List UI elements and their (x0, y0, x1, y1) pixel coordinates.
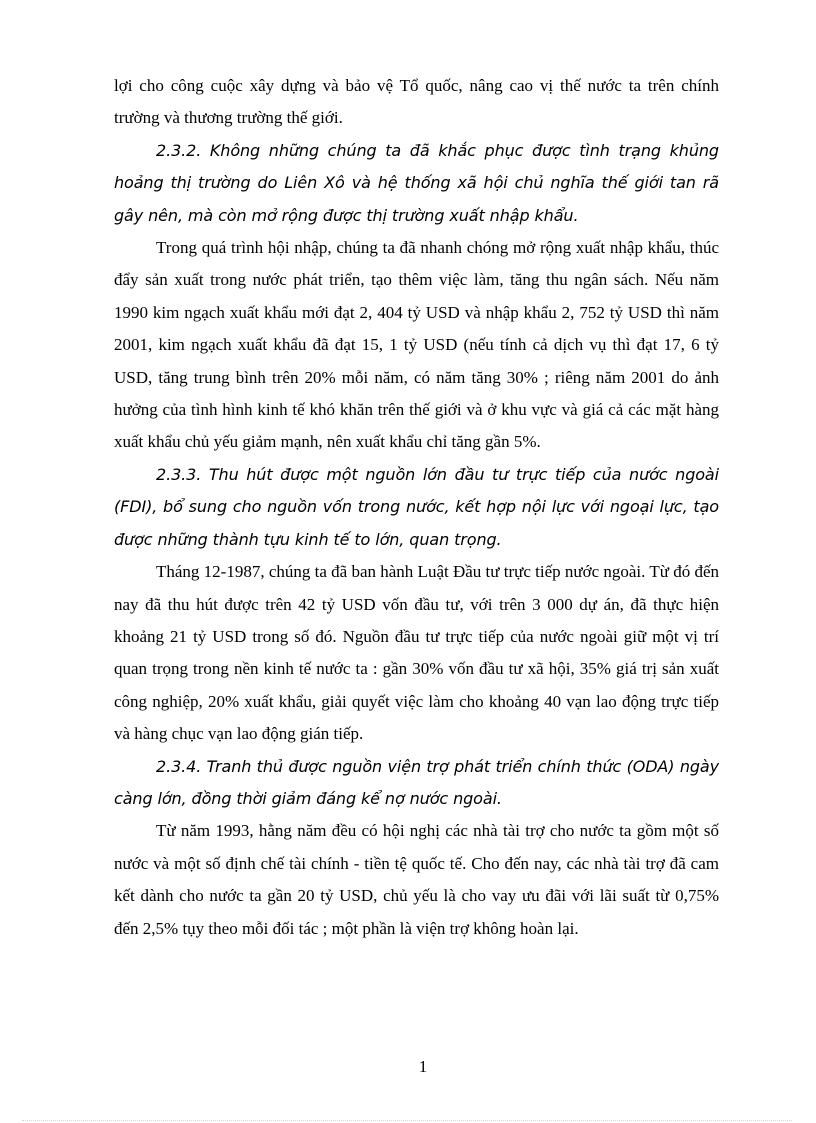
page-number: 1 (418, 1057, 428, 1076)
document-page (114, 70, 719, 945)
footer-divider (22, 1120, 792, 1121)
paragraph-oda: Từ năm 1993, hằng năm đều có hội nghị các nhà tài trợ cho nước ta gồm một số nước và một số định chế tài chính - tiền tệ quốc tế. Cho đến nay, các nhà tài trợ đã cam kết dành cho nước ta gần 20 tỷ USD, chủ yếu là cho vay ưu đãi với lãi suất từ 0,75% đến 2,5% tụy theo mỗi đối tác ; một phần là viện trợ không hoàn lại. (114, 821, 719, 938)
section-heading-2-3-2: 2.3.2. Không những chúng ta đã khắc phục được tình trạng khủng hoảng thị trường do Liên Xô và hệ thống xã hội chủ nghĩa thế giới tan rã gây nên, mà còn mở rộng được thị trường xuất nhập khẩu. (114, 140, 719, 225)
section-heading-2-3-3: 2.3.3. Thu hút được một nguồn lớn đầu tư trực tiếp của nước ngoài (FDI), bổ sung cho nguồn vốn trong nước, kết hợp nội lực với ngoại lực, tạo được những thành tựu kinh tế to lớn, quan trọng. (114, 464, 719, 549)
paragraph-continuation: lợi cho công cuộc xây dựng và bảo vệ Tổ quốc, nâng cao vị thế nước ta trên chính trường và thương trường thế giới. (114, 76, 719, 128)
section-heading-2-3-4: 2.3.4. Tranh thủ được nguồn viện trợ phát triển chính thức (ODA) ngày càng lớn, đồng thời giảm đáng kể nợ nước ngoài. (114, 756, 719, 808)
paragraph-export-import: Trong quá trình hội nhập, chúng ta đã nhanh chóng mở rộng xuất nhập khẩu, thúc đẩy sản xuất trong nước phát triển, tạo thêm việc làm, tăng thu ngân sách. Nếu năm 1990 kim ngạch xuất khẩu mới đạt 2, 404 tỷ USD và nhập khẩu 2, 752 tỷ USD thì năm 2001, kim ngạch xuất khẩu đã đạt 15, 1 tỷ USD (nếu tính cả dịch vụ thì đạt 17, 6 tỷ USD, tăng trung bình trên 20% mỗi năm, có năm tăng 30% ; riêng năm 2001 do ảnh hưởng của tình hình kinh tế khó khăn trên thế giới và ở khu vực và giá cả các mặt hàng xuất khẩu chủ yếu giảm mạnh, nên xuất khẩu chỉ tăng gần 5%. (114, 238, 719, 452)
paragraph-fdi: Tháng 12-1987, chúng ta đã ban hành Luật Đầu tư trực tiếp nước ngoài. Từ đó đến nay đã thu hút được trên 42 tỷ USD vốn đầu tư, với trên 3 000 dự án, đã thực hiện khoảng 21 tỷ USD trong số đó. Nguồn đầu tư trực tiếp của nước ngoài giữ một vị trí quan trọng trong nền kinh tế nước ta : gần 30% vốn đầu tư xã hội, 35% giá trị sản xuất công nghiệp, 20% xuất khẩu, giải quyết việc làm cho khoảng 40 vạn lao động trực tiếp và hàng chục vạn lao động gián tiếp. (114, 562, 719, 744)
